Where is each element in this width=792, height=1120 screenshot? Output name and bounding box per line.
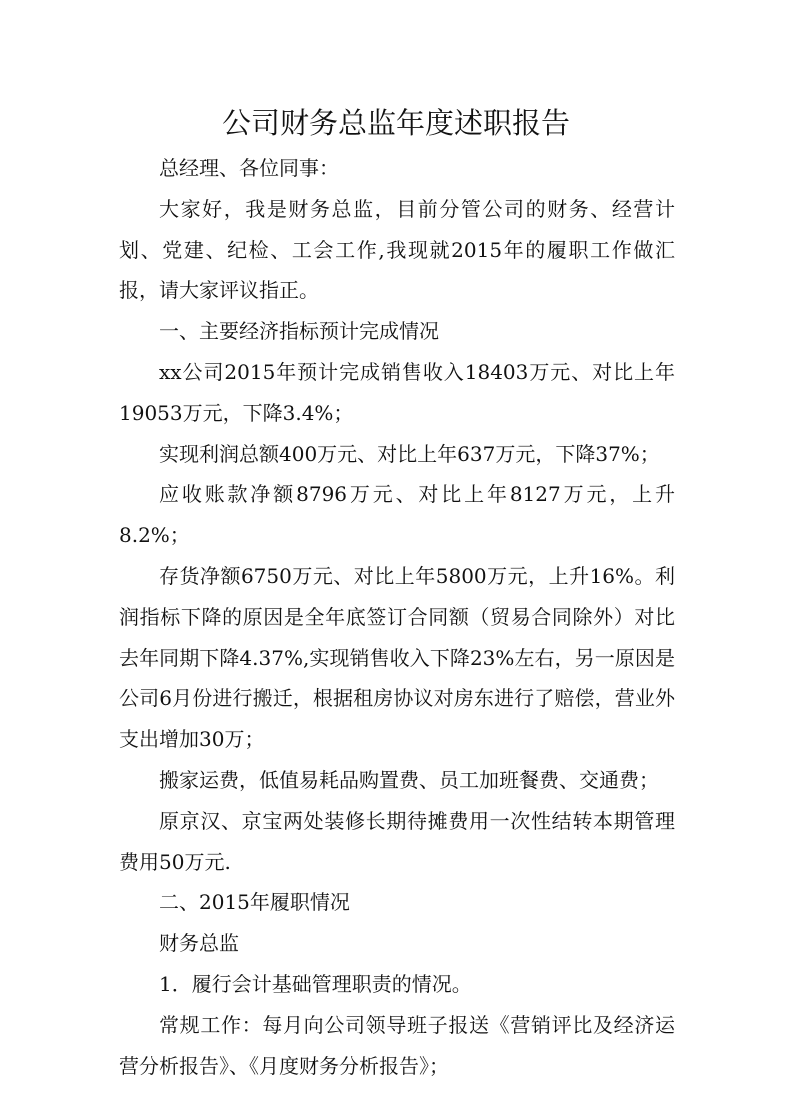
- renovation-paragraph: 原京汉、京宝两处装修长期待摊费用一次性结转本期管理费用50万元.: [119, 808, 675, 874]
- salutation: 总经理、各位同事：: [159, 156, 339, 180]
- duty-heading-1: 1．履行会计基础管理职责的情况。: [159, 971, 472, 996]
- document-title: 公司财务总监年度述职报告: [221, 106, 570, 140]
- sales-revenue-paragraph: xx公司2015年预计完成销售收入18403万元、对比上年19053万元，下降3.4%；: [119, 359, 675, 425]
- routine-work-paragraph: 常规工作：每月向公司领导班子报送《营销评比及经济运营分析报告》、《月度财务分析报告》；: [119, 1012, 675, 1078]
- opening-paragraph: 大家好，我是财务总监，目前分管公司的财务、经营计划、党建、纪检、工会工作,我现就2015年的履职工作做汇报，请大家评议指正。: [119, 196, 675, 303]
- section-heading-1: 一、主要经济指标预计完成情况: [159, 319, 439, 344]
- document-body: [119, 148, 675, 1086]
- inventory-paragraph: 存货净额6750万元、对比上年5800万元，上升16%。利润指标下降的原因是全年底签订合同额（贸易合同除外）对比去年同期下降4.37%,实现销售收入下降23%左右，另一原因是公司6月份进行搬迁，根据租房协议对房东进行了赔偿，营业外支出增加30万；: [119, 563, 675, 752]
- role-heading: 财务总监: [159, 931, 239, 956]
- section-heading-2: 二、2015年履职情况: [159, 890, 350, 915]
- total-profit-paragraph: 实现利润总额400万元、对比上年637万元，下降37%；: [159, 441, 660, 466]
- accounts-receivable-paragraph: 应收账款净额8796万元、对比上年8127万元，上升8.2%；: [119, 482, 675, 548]
- expenses-paragraph: 搬家运费，低值易耗品购置费、员工加班餐费、交通费；: [159, 767, 659, 792]
